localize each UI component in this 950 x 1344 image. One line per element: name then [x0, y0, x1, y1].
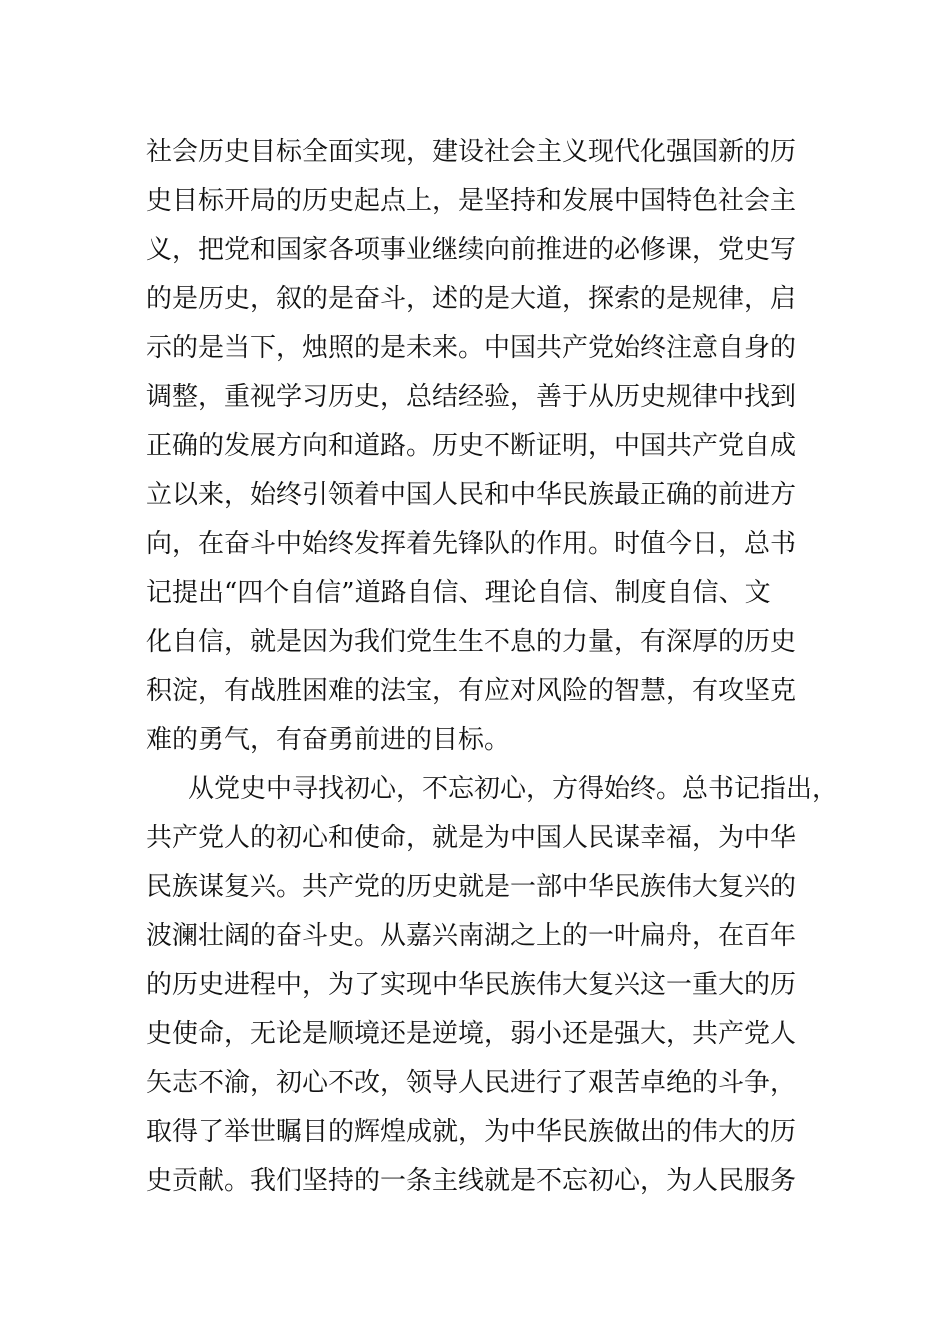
text-line: 义，把党和国家各项事业继续向前推进的必修课，党史写	[146, 235, 797, 265]
text-line: 取得了举世瞩目的辉煌成就，为中华民族做出的伟大的历	[146, 1117, 797, 1147]
text-line: 示的是当下，烛照的是未来。中国共产党始终注意自身的	[146, 333, 797, 363]
text-line: 积淀，有战胜困难的法宝，有应对风险的智慧，有攻坚克	[146, 676, 797, 706]
paragraph-1	[146, 128, 826, 765]
text-line: 调整，重视学习历史，总结经验，善于从历史规律中找到	[146, 382, 797, 412]
text-line: 共产党人的初心和使命，就是为中国人民谋幸福，为中华	[146, 823, 797, 853]
text-line: 化自信，就是因为我们党生生不息的力量，有深厚的历史	[146, 627, 797, 657]
text-line: 矢志不渝，初心不改，领导人民进行了艰苦卓绝的斗争，	[146, 1068, 797, 1098]
text-line: 难的勇气，有奋勇前进的目标。	[146, 725, 511, 755]
text-line: 立以来，始终引领着中国人民和中华民族最正确的前进方	[146, 480, 797, 510]
text-line: 波澜壮阔的奋斗史。从嘉兴南湖之上的一叶扁舟，在百年	[146, 921, 797, 951]
text-line: 向，在奋斗中始终发挥着先锋队的作用。时值今日，总书	[146, 529, 797, 559]
text-line: 社会历史目标全面实现，建设社会主义现代化强国新的历	[146, 137, 797, 167]
text-line: 正确的发展方向和道路。历史不断证明，中国共产党自成	[146, 431, 797, 461]
paragraph-2	[146, 765, 839, 1206]
text-line: 的历史进程中，为了实现中华民族伟大复兴这一重大的历	[146, 970, 797, 1000]
text-line: 史目标开局的历史起点上，是坚持和发展中国特色社会主	[146, 186, 797, 216]
text-line: 史使命，无论是顺境还是逆境，弱小还是强大，共产党人	[146, 1019, 797, 1049]
text-line: 从党史中寻找初心，不忘初心，方得始终。总书记指出，	[188, 774, 839, 804]
text-line: 记提出“四个自信”道路自信、理论自信、制度自信、文	[146, 578, 771, 608]
text-line: 史贡献。我们坚持的一条主线就是不忘初心，为人民服务	[146, 1166, 797, 1196]
text-line: 的是历史，叙的是奋斗，述的是大道，探索的是规律，启	[146, 284, 797, 314]
text-line: 民族谋复兴。共产党的历史就是一部中华民族伟大复兴的	[146, 872, 797, 902]
